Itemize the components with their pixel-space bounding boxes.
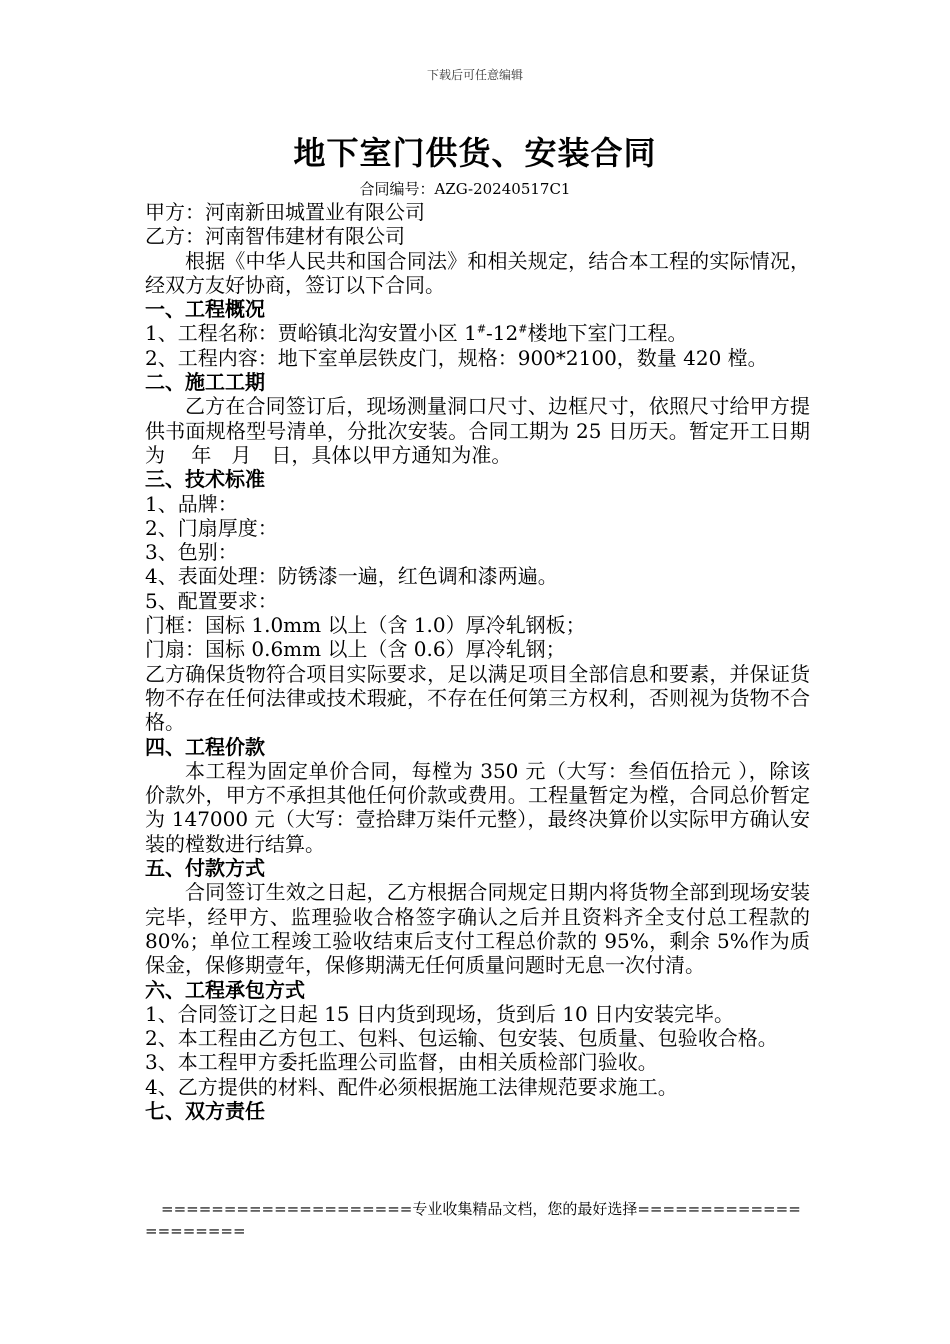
standards-item: 3、色别： <box>145 540 238 565</box>
standards-item: 门扇：国标 0.6mm 以上（含 0.6）厚冷轧钢； <box>145 637 566 662</box>
contracting-item: 1、合同签订之日起 15 日内货到现场，货到后 10 日内安装完毕。 <box>145 1001 735 1026</box>
section-heading-schedule: 二、施工工期 <box>145 370 265 395</box>
section-heading-standards: 三、技术标准 <box>145 467 265 492</box>
price-paragraph: 本工程为固定单价合同，每樘为 350 元（大写：叁佰伍拾元 ），除该价款外，甲方不承担其他任何价款或费用。工程量暂定为樘，合同总价暂定为 147000 元（大写：壹拾肆万柒仟元整），最终决算价以实际甲方确认安装的樘数进行结算。 <box>145 758 810 856</box>
standards-item: 1、品牌： <box>145 491 238 516</box>
contract-body <box>145 200 810 1123</box>
payment-paragraph: 合同签订生效之日起，乙方根据合同规定日期内将货物全部到现场安装完毕，经甲方、监理验收合格签字确认之后并且资料齐全支付总工程款的 80%；单位工程竣工验收结束后支付工程总价款的 95%，剩余 5%作为质保金，保修期壹年，保修期满无任何质量问题时无息一次付清。 <box>145 880 810 978</box>
standards-paragraph: 乙方确保货物符合项目实际要求，足以满足项目全部信息和要素，并保证货物不存在任何法律或技术瑕疵，不存在任何第三方权利，否则视为货物不合格。 <box>145 661 810 735</box>
overview-item-project-name: 1、工程名称：贾峪镇北沟安置小区 1#-12#楼地下室门工程。 <box>145 321 688 346</box>
schedule-paragraph: 乙方在合同签订后，现场测量洞口尺寸、边框尺寸，依照尺寸给甲方提供书面规格型号清单，分批次安装。合同工期为 25 日历天。暂定开工日期为 年 月 日，具体以甲方通知为准。 <box>145 394 810 467</box>
standards-item: 4、表面处理：防锈漆一遍，红色调和漆两遍。 <box>145 564 558 589</box>
document-title: 地下室门供货、安装合同 <box>293 134 657 172</box>
page-footer-banner: ====================专业收集精品文档，您的最好选择===================== <box>145 1200 801 1240</box>
party-a: 甲方：河南新田城置业有限公司 <box>145 200 425 224</box>
standards-item: 2、门扇厚度： <box>145 515 278 540</box>
standards-item: 5、配置要求： <box>145 588 278 613</box>
section-heading-price: 四、工程价款 <box>145 734 265 759</box>
party-b: 乙方：河南智伟建材有限公司 <box>145 224 405 249</box>
contracting-item: 4、乙方提供的材料、配件必须根据施工法律规范要求施工。 <box>145 1074 678 1099</box>
section-heading-payment: 五、付款方式 <box>145 856 265 881</box>
section-heading-overview: 一、工程概况 <box>145 297 265 322</box>
contract-number: 合同编号：AZG-20240517C1 <box>359 180 571 198</box>
contracting-item: 3、本工程甲方委托监理公司监督，由相关质检部门验收。 <box>145 1050 658 1075</box>
contracting-item: 2、本工程由乙方包工、包料、包运输、包安装、包质量、包验收合格。 <box>145 1026 778 1051</box>
page-header-note: 下载后可任意编辑 <box>426 68 523 82</box>
section-heading-responsibilities: 七、双方责任 <box>145 1098 265 1123</box>
overview-item-content: 2、工程内容：地下室单层铁皮门，规格：900*2100，数量 420 樘。 <box>145 345 768 370</box>
section-heading-contracting: 六、工程承包方式 <box>145 977 305 1002</box>
intro-paragraph: 根据《中华人民共和国合同法》和相关规定，结合本工程的实际情况，经双方友好协商，签订以下合同。 <box>145 248 810 297</box>
standards-item: 门框：国标 1.0mm 以上（含 1.0）厚冷轧钢板； <box>145 613 586 638</box>
